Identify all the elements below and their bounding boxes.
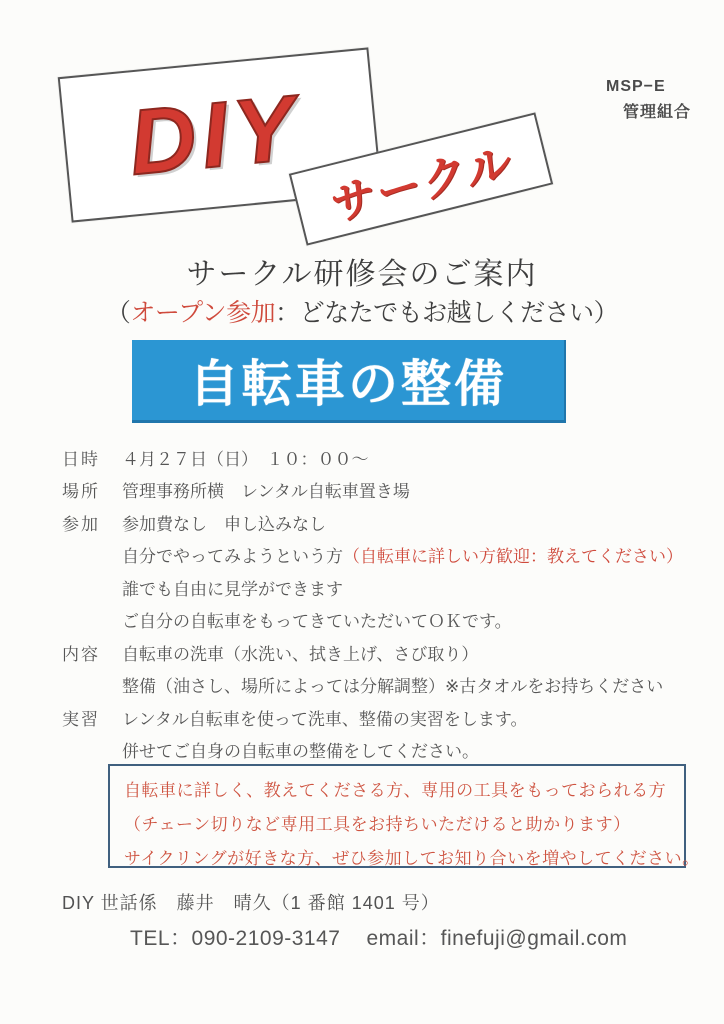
details-list bbox=[62, 441, 712, 766]
detail-text: 併せてご自身の自転車の整備をしてください。 bbox=[122, 742, 479, 762]
org-name: MSP−E bbox=[606, 78, 666, 95]
diy-logo-text: DIY bbox=[124, 76, 306, 194]
email-address: email：finefuji@gmail.com bbox=[366, 927, 628, 950]
detail-row bbox=[62, 441, 712, 474]
detail-text-red: （自転車に詳しい方歓迎：教えてください） bbox=[343, 547, 683, 567]
subtitle-rest: ：どなたでもお越しください） bbox=[275, 299, 619, 327]
detail-row bbox=[62, 539, 712, 572]
detail-text: 参加費なし 申し込みなし bbox=[122, 514, 326, 534]
notice-line: （チェーン切りなど専用工具をお持ちいただけると助かります） bbox=[124, 815, 631, 834]
detail-text: 自分でやってみようという方 bbox=[122, 547, 343, 567]
event-banner bbox=[132, 340, 566, 423]
detail-label: 参加 bbox=[62, 514, 100, 534]
detail-row bbox=[62, 506, 712, 539]
detail-row bbox=[62, 571, 712, 604]
detail-row bbox=[62, 636, 712, 669]
detail-text: 管理事務所横 レンタル自転車置き場 bbox=[122, 482, 410, 502]
detail-label: 場所 bbox=[62, 482, 100, 502]
notice-box bbox=[108, 764, 700, 868]
page-title: サークル研修会のご案内 bbox=[186, 258, 538, 291]
detail-label: 内容 bbox=[62, 644, 100, 664]
detail-label: 日時 bbox=[62, 449, 100, 469]
detail-text: ４月２７日（日） １０：００～ bbox=[122, 449, 369, 469]
detail-text: 誰でも自由に見学ができます bbox=[122, 579, 343, 599]
detail-row bbox=[62, 734, 712, 767]
footer-tel-email bbox=[130, 922, 627, 952]
page-subtitle bbox=[0, 293, 724, 329]
detail-row bbox=[62, 701, 712, 734]
detail-text: ご自分の自転車をもってきていただいてＯＫです。 bbox=[122, 612, 512, 632]
circle-logo-text: サークル bbox=[327, 135, 516, 231]
event-banner-title: 自転車の整備 bbox=[189, 356, 507, 412]
detail-label: 実習 bbox=[62, 709, 100, 729]
detail-text: レンタル自転車を使って洗車、整備の実習をします。 bbox=[122, 709, 528, 729]
detail-text: 自転車の洗車（水洗い、拭き上げ、さび取り） bbox=[122, 644, 479, 664]
tel-number: TEL：090-2109-3147 bbox=[130, 927, 341, 950]
org-association: 管理組合 bbox=[623, 104, 692, 122]
detail-row bbox=[62, 474, 712, 507]
org-block bbox=[606, 74, 691, 127]
footer-contact: DIY 世話係 藤井 晴久（1 番館 1401 号） bbox=[62, 893, 440, 913]
detail-text: 整備（油さし、場所によっては分解調整）※古タオルをお持ちください bbox=[122, 677, 664, 697]
subtitle-highlight: オープン参加 bbox=[130, 299, 276, 327]
detail-row bbox=[62, 669, 712, 702]
detail-row bbox=[62, 604, 712, 637]
notice-line: サイクリングが好きな方、ぜひ参加してお知り合いを増やしてください。 bbox=[124, 849, 700, 868]
subtitle-paren-open: （ bbox=[105, 299, 131, 327]
notice-line: 自転車に詳しく、教えてくださる方、専用の工具をもっておられる方 bbox=[124, 781, 667, 800]
